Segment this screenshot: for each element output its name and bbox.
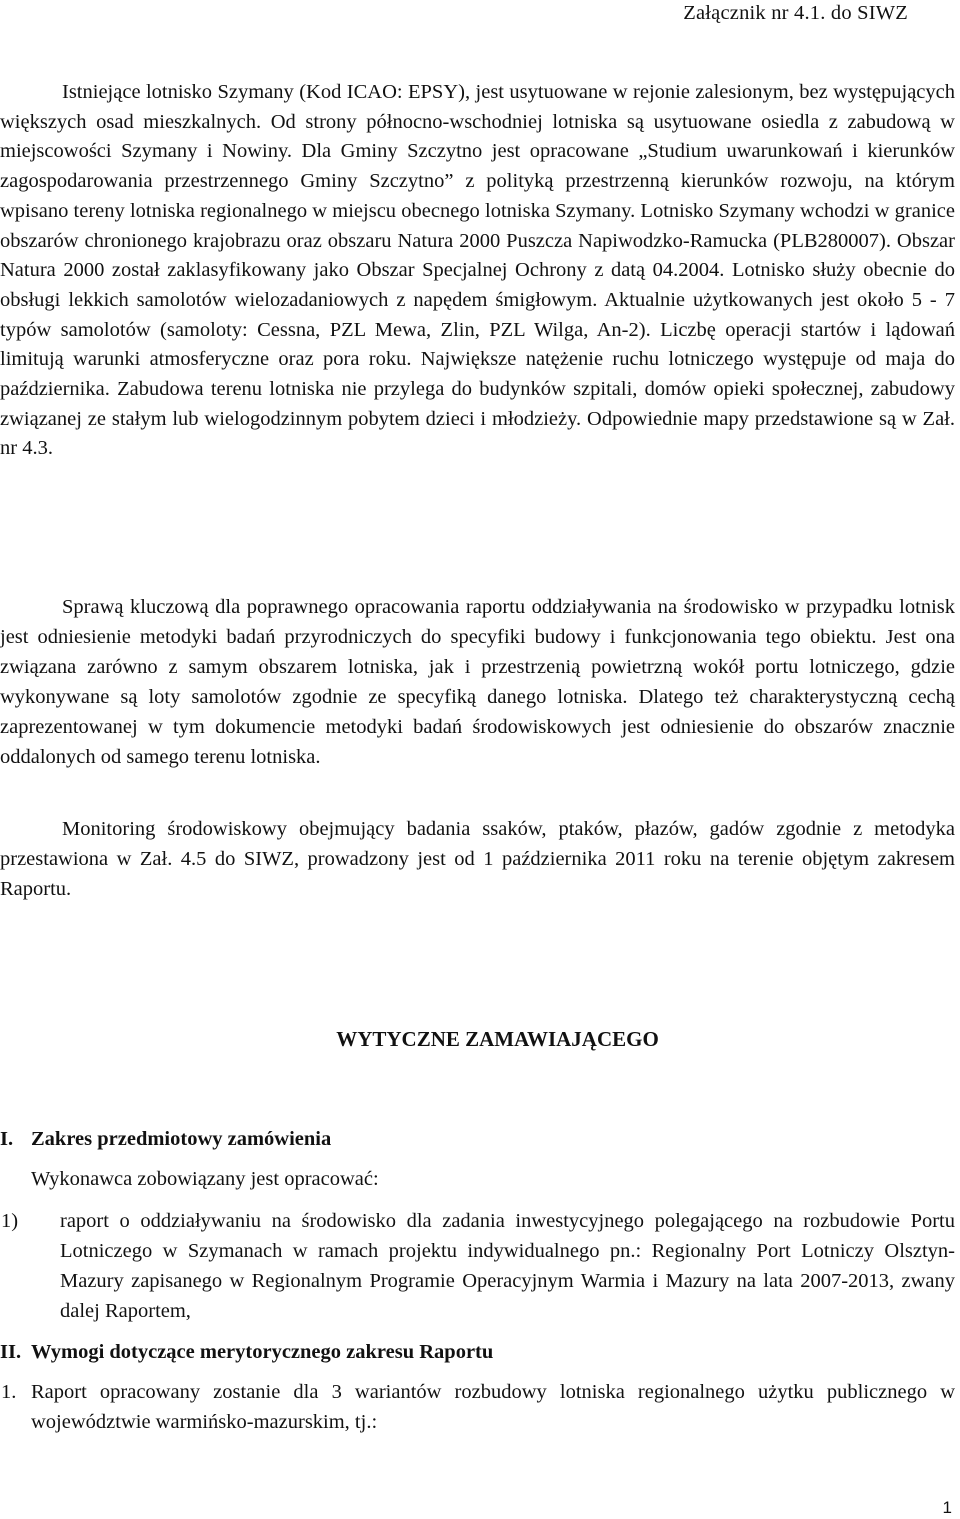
section-intro: Wykonawca zobowiązany jest opracować:: [31, 1168, 379, 1190]
paragraph-monitoring: Monitoring środowiskowy obejmujący badania ssaków, ptaków, płazów, gadów zgodnie z metodyka przestawiona w Zał. 4.5 do SIWZ, prowadzony jest od 1 października 2011 roku na terenie objętym zakresem Raportu.: [0, 818, 955, 900]
main-heading: WYTYCZNE ZAMAWIAJĄCEGO: [336, 1027, 659, 1051]
section-heading-requirements: [0, 1337, 493, 1367]
list-item-text: raport o oddziaływaniu na środowisko dla zadania inwestycyjnego polegającego na rozbudowie Portu Lotniczego w Szymanach w ramach projektu indywidualnego pn.: Regionalny Port Lotniczy Olsztyn-Mazury zapisanego w Regionalnym Programie Operacyjnym Warmia i Mazury na lata 2007-2013, zwany dalej Raportem,: [60, 1210, 955, 1322]
list-item-text: Raport opracowany zostanie dla 3 wariantów rozbudowy lotniska regionalnego użytku publicznego w województwie warmińsko-mazurskim, tj.:: [31, 1381, 955, 1433]
paragraph-airport-description: Istniejące lotnisko Szymany (Kod ICAO: EPSY), jest usytuowane w rejonie zalesionym, bez występujących większych osad mieszkalnych. Od strony północno-wschodniej lotniska są usytuowane osiedla z zabudową w miejscowości Szymany i Nowiny. Dla Gminy Szczytno jest opracowane „Studium uwarunkowań i kierunków zagospodarowania przestrzennego Gminy Szczytno” z polityką przestrzenną kierunków rozwoju, na którym wpisano tereny lotniska regionalnego w miejscu obecnego lotniska Szymany. Lotnisko Szymany wchodzi w granice obszarów chronionego krajobrazu oraz obszaru Natura 2000 Puszcza Napiwodzko-Ramucka (PLB280007). Obszar Natura 2000 został zaklasyfikowany jako Obszar Specjalnej Ochrony z datą 04.2004. Lotnisko służy obecnie do obsługi lekkich samolotów wielozadaniowych z napędem śmigłowym. Aktualnie użytkowanych jest około 5 - 7 typów samolotów (samoloty: Cessna, PZL Mewa, Zlin, PZL Wilga, An-2). Liczbę operacji startów i lądowań limitują warunki atmosferyczne oraz pora roku. Największe natężenie ruchu lotniczego występuje od maja do października. Zabudowa terenu lotniska nie przylega do budynków szpitali, domów opieki społecznej, zabudowy związanej ze stałym lub wielogodzinnym pobytem dzieci i młodzieży. Odpowiednie mapy przedstawione są w Zał. nr 4.3.: [0, 81, 955, 460]
section-heading-scope: [0, 1124, 331, 1154]
paragraph-methodology: Sprawą kluczową dla poprawnego opracowania raportu oddziaływania na środowisko w przypadku lotnisk jest odniesienie metodyki badań przyrodniczych do specyfiki budowy i funkcjonowania tego obiektu. Jest ona związana zarówno z samym obszarem lotniska, jak i przestrzenią powietrzną wokół portu lotniczego, gdzie wykonywane są loty samolotów zgodnie ze specyfiką danego lotniska. Dlatego też charakterystyczną cechą zaprezentowanej w tym dokumencie metodyki badań środowiskowych jest odniesienie do obszarów znacznie oddalonych od samego terenu lotniska.: [0, 596, 955, 768]
section-title: Wymogi dotyczące merytorycznego zakresu Raportu: [31, 1341, 494, 1363]
page-number: 1: [942, 1498, 952, 1517]
list-item: [0, 1206, 955, 1326]
list-marker: 1.: [1, 1381, 17, 1403]
list-item: [0, 1377, 955, 1437]
section-number: I.: [0, 1128, 14, 1150]
section-title: Zakres przedmiotowy zamówienia: [31, 1128, 332, 1150]
section-number: II.: [0, 1341, 22, 1363]
attachment-label: Załącznik nr 4.1. do SIWZ: [683, 2, 908, 24]
list-marker: 1): [1, 1210, 19, 1232]
